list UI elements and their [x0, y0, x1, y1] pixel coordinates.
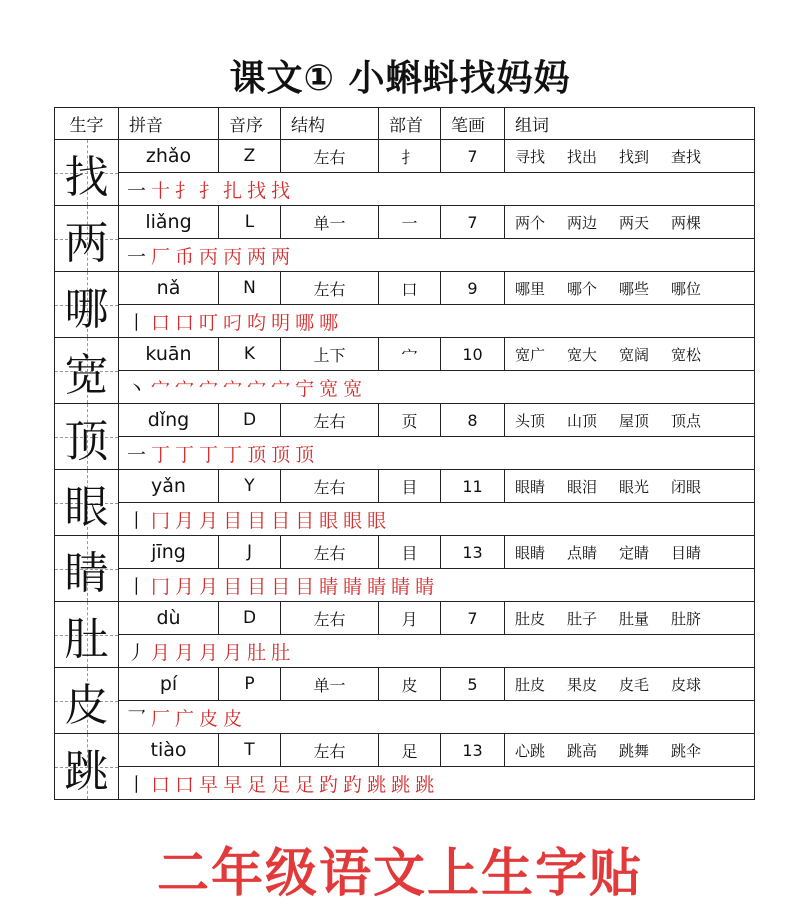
stroke-step: 眼 — [319, 509, 339, 532]
stroke-row — [55, 635, 755, 668]
word: 皮球 — [671, 675, 702, 694]
table-row — [55, 536, 755, 569]
stroke-step: 丨 — [127, 311, 147, 334]
page-title: 课文① 小蝌蚪找妈妈 — [229, 58, 571, 99]
word: 跳高 — [567, 741, 598, 760]
stroke-step: 丶 — [127, 377, 147, 400]
stroke-step: 足 — [295, 773, 315, 796]
order-cell: Z — [219, 140, 281, 173]
stroke-step: 肚 — [247, 641, 267, 664]
stroke-step: 乛 — [127, 707, 147, 730]
words-cell — [505, 536, 755, 569]
char-cell — [55, 206, 119, 272]
stroke-step: 一 — [127, 179, 147, 202]
strokes-cell: 7 — [441, 140, 505, 173]
strokes-cell: 11 — [441, 470, 505, 503]
word: 眼睛 — [515, 477, 546, 496]
word: 眼泪 — [567, 477, 598, 496]
char-cell — [55, 602, 119, 668]
pinyin-cell: zhǎo — [119, 140, 219, 173]
strokes-cell: 5 — [441, 668, 505, 701]
char-cell — [55, 338, 119, 404]
stroke-step: 目 — [223, 575, 243, 598]
stroke-step: 顶 — [271, 443, 291, 466]
words-cell — [505, 338, 755, 371]
stroke-row — [55, 305, 755, 338]
table-row — [55, 206, 755, 239]
table-row — [55, 734, 755, 767]
big-char: 眼 — [64, 481, 109, 533]
header-radical: 部首 — [379, 108, 441, 140]
table-row — [55, 470, 755, 503]
table-row — [55, 404, 755, 437]
stroke-sequence — [119, 437, 755, 470]
stroke-step: 趵 — [343, 773, 363, 796]
stroke-step: 丙 — [199, 245, 219, 268]
header-words: 组词 — [505, 108, 755, 140]
word: 两棵 — [671, 213, 702, 232]
stroke-step: 叮 — [199, 311, 219, 334]
stroke-sequence — [119, 371, 755, 404]
radical-cell: 足 — [379, 734, 441, 767]
stroke-step: 扌 — [175, 179, 195, 202]
order-cell: K — [219, 338, 281, 371]
words-cell — [505, 734, 755, 767]
pinyin-cell: nǎ — [119, 272, 219, 305]
stroke-step: 宀 — [199, 377, 219, 400]
radical-cell: 一 — [379, 206, 441, 239]
stroke-step: 十 — [151, 179, 171, 202]
big-char: 两 — [64, 217, 109, 269]
stroke-step: 呁 — [247, 311, 267, 334]
stroke-row — [55, 503, 755, 536]
big-char: 肚 — [64, 613, 109, 665]
word: 头顶 — [515, 411, 546, 430]
word: 定睛 — [619, 543, 650, 562]
character-table — [54, 107, 755, 800]
word: 肚量 — [619, 609, 650, 628]
stroke-step: 明 — [271, 311, 291, 334]
word: 寻找 — [515, 147, 546, 166]
stroke-step: 月 — [199, 575, 219, 598]
word: 心跳 — [515, 741, 546, 760]
strokes-cell: 7 — [441, 602, 505, 635]
stroke-step: 趵 — [319, 773, 339, 796]
stroke-step: 目 — [247, 509, 267, 532]
stroke-sequence — [119, 767, 755, 800]
structure-cell: 左右 — [281, 404, 379, 437]
stroke-step: 宽 — [343, 377, 363, 400]
order-cell: P — [219, 668, 281, 701]
stroke-step: 目 — [271, 575, 291, 598]
header-strokes: 笔画 — [441, 108, 505, 140]
stroke-step: 厂 — [151, 245, 171, 268]
stroke-step: 哪 — [319, 311, 339, 334]
stroke-step: 目 — [295, 575, 315, 598]
big-char: 哪 — [64, 283, 109, 335]
header-char: 生字 — [55, 108, 119, 140]
structure-cell: 左右 — [281, 272, 379, 305]
stroke-step: 肚 — [271, 641, 291, 664]
structure-cell: 单一 — [281, 668, 379, 701]
radical-cell: 目 — [379, 470, 441, 503]
stroke-step: 丁 — [199, 443, 219, 466]
stroke-step: 宀 — [151, 377, 171, 400]
stroke-step: 广 — [175, 707, 195, 730]
word: 两边 — [567, 213, 598, 232]
words-cell — [505, 272, 755, 305]
stroke-step: 足 — [271, 773, 291, 796]
stroke-step: 跳 — [415, 773, 435, 796]
word: 果皮 — [567, 675, 598, 694]
stroke-step: 眼 — [343, 509, 363, 532]
radical-cell: 口 — [379, 272, 441, 305]
stroke-step: 扌 — [199, 179, 219, 202]
big-char: 顶 — [64, 415, 109, 467]
word: 跳伞 — [671, 741, 702, 760]
stroke-step: 冂 — [151, 575, 171, 598]
order-cell: J — [219, 536, 281, 569]
stroke-row — [55, 371, 755, 404]
header-row — [55, 108, 755, 140]
word: 顶点 — [671, 411, 702, 430]
word: 宽大 — [567, 345, 598, 364]
word: 肚脐 — [671, 609, 702, 628]
big-char: 睛 — [64, 547, 109, 599]
word: 眼睛 — [515, 543, 546, 562]
big-char: 皮 — [64, 679, 109, 731]
strokes-cell: 7 — [441, 206, 505, 239]
structure-cell: 上下 — [281, 338, 379, 371]
words-cell — [505, 668, 755, 701]
structure-cell: 左右 — [281, 140, 379, 173]
stroke-step: 冂 — [151, 509, 171, 532]
stroke-step: 睛 — [319, 575, 339, 598]
word: 闭眼 — [671, 477, 702, 496]
word: 目睛 — [671, 543, 702, 562]
header-pinyin: 拼音 — [119, 108, 219, 140]
table-row — [55, 602, 755, 635]
stroke-step: 找 — [271, 179, 291, 202]
stroke-step: 叼 — [223, 311, 243, 334]
stroke-step: 一 — [127, 443, 147, 466]
stroke-step: 跳 — [391, 773, 411, 796]
stroke-step: 口 — [175, 311, 195, 334]
stroke-step: 口 — [151, 311, 171, 334]
pinyin-cell: kuān — [119, 338, 219, 371]
word: 哪里 — [515, 279, 546, 298]
stroke-step: 月 — [175, 575, 195, 598]
word: 肚皮 — [515, 675, 546, 694]
stroke-row — [55, 437, 755, 470]
stroke-step: 丨 — [127, 509, 147, 532]
stroke-step: 月 — [175, 509, 195, 532]
stroke-sequence — [119, 569, 755, 602]
structure-cell: 单一 — [281, 206, 379, 239]
word: 哪位 — [671, 279, 702, 298]
stroke-step: 口 — [151, 773, 171, 796]
stroke-step: 哪 — [295, 311, 315, 334]
stroke-step: 月 — [199, 509, 219, 532]
radical-cell: 目 — [379, 536, 441, 569]
stroke-step: 目 — [223, 509, 243, 532]
char-cell — [55, 404, 119, 470]
stroke-step: 睛 — [415, 575, 435, 598]
stroke-step: 丿 — [127, 641, 147, 664]
char-cell — [55, 140, 119, 206]
stroke-step: 顶 — [247, 443, 267, 466]
table-row — [55, 338, 755, 371]
stroke-step: 睛 — [343, 575, 363, 598]
stroke-sequence — [119, 239, 755, 272]
stroke-step: 宁 — [295, 377, 315, 400]
word: 哪个 — [567, 279, 598, 298]
word: 眼光 — [619, 477, 650, 496]
word: 两天 — [619, 213, 650, 232]
header-order: 音序 — [219, 108, 281, 140]
strokes-cell: 13 — [441, 734, 505, 767]
stroke-row — [55, 767, 755, 800]
strokes-cell: 10 — [441, 338, 505, 371]
stroke-step: 币 — [175, 245, 195, 268]
big-char: 跳 — [64, 745, 109, 797]
structure-cell: 左右 — [281, 602, 379, 635]
stroke-step: 丁 — [151, 443, 171, 466]
char-cell — [55, 272, 119, 338]
word: 查找 — [671, 147, 702, 166]
word: 宽松 — [671, 345, 702, 364]
table-row — [55, 668, 755, 701]
stroke-step: 月 — [175, 641, 195, 664]
order-cell: D — [219, 404, 281, 437]
radical-cell: 月 — [379, 602, 441, 635]
structure-cell: 左右 — [281, 470, 379, 503]
char-cell — [55, 536, 119, 602]
stroke-row — [55, 569, 755, 602]
stroke-step: 顶 — [295, 443, 315, 466]
stroke-step: 皮 — [223, 707, 243, 730]
stroke-step: 丨 — [127, 773, 147, 796]
stroke-step: 厂 — [151, 707, 171, 730]
order-cell: T — [219, 734, 281, 767]
order-cell: N — [219, 272, 281, 305]
word: 宽阔 — [619, 345, 650, 364]
pinyin-cell: liǎng — [119, 206, 219, 239]
strokes-cell: 13 — [441, 536, 505, 569]
order-cell: Y — [219, 470, 281, 503]
stroke-step: 宀 — [247, 377, 267, 400]
stroke-step: 眼 — [367, 509, 387, 532]
stroke-row — [55, 239, 755, 272]
char-cell — [55, 668, 119, 734]
word: 跳舞 — [619, 741, 650, 760]
word: 哪些 — [619, 279, 650, 298]
char-cell — [55, 470, 119, 536]
stroke-step: 目 — [271, 509, 291, 532]
radical-cell: 页 — [379, 404, 441, 437]
structure-cell: 左右 — [281, 734, 379, 767]
structure-cell: 左右 — [281, 536, 379, 569]
words-cell — [505, 404, 755, 437]
stroke-step: 宀 — [175, 377, 195, 400]
words-cell — [505, 602, 755, 635]
stroke-sequence — [119, 701, 755, 734]
word: 找到 — [619, 147, 650, 166]
stroke-step: 丁 — [223, 443, 243, 466]
stroke-step: 早 — [199, 773, 219, 796]
stroke-step: 扎 — [223, 179, 243, 202]
stroke-sequence — [119, 305, 755, 338]
word: 找出 — [567, 147, 598, 166]
stroke-step: 丙 — [223, 245, 243, 268]
word: 山顶 — [567, 411, 598, 430]
pinyin-cell: jīng — [119, 536, 219, 569]
stroke-step: 目 — [295, 509, 315, 532]
radical-cell: 皮 — [379, 668, 441, 701]
radical-cell: 扌 — [379, 140, 441, 173]
order-cell: L — [219, 206, 281, 239]
stroke-step: 两 — [247, 245, 267, 268]
word: 肚皮 — [515, 609, 546, 628]
pinyin-cell: yǎn — [119, 470, 219, 503]
word: 两个 — [515, 213, 546, 232]
stroke-step: 睛 — [367, 575, 387, 598]
stroke-row — [55, 701, 755, 734]
stroke-sequence — [119, 173, 755, 206]
stroke-step: 宀 — [271, 377, 291, 400]
table-row — [55, 140, 755, 173]
words-cell — [505, 206, 755, 239]
stroke-step: 一 — [127, 245, 147, 268]
stroke-step: 跳 — [367, 773, 387, 796]
char-cell — [55, 734, 119, 800]
stroke-row — [55, 173, 755, 206]
word: 屋顶 — [619, 411, 650, 430]
stroke-step: 睛 — [391, 575, 411, 598]
stroke-step: 足 — [247, 773, 267, 796]
big-char: 找 — [64, 151, 109, 203]
stroke-step: 丨 — [127, 575, 147, 598]
header-structure: 结构 — [281, 108, 379, 140]
strokes-cell: 8 — [441, 404, 505, 437]
stroke-step: 两 — [271, 245, 291, 268]
stroke-step: 月 — [199, 641, 219, 664]
stroke-step: 口 — [175, 773, 195, 796]
pinyin-cell: dǐng — [119, 404, 219, 437]
footer-title: 二年级语文上生字贴 — [156, 843, 643, 904]
stroke-step: 宀 — [223, 377, 243, 400]
words-cell — [505, 140, 755, 173]
word: 点睛 — [567, 543, 598, 562]
stroke-step: 宽 — [319, 377, 339, 400]
stroke-sequence — [119, 635, 755, 668]
stroke-step: 目 — [247, 575, 267, 598]
stroke-step: 皮 — [199, 707, 219, 730]
word: 皮毛 — [619, 675, 650, 694]
radical-cell: 宀 — [379, 338, 441, 371]
pinyin-cell: tiào — [119, 734, 219, 767]
word: 肚子 — [567, 609, 598, 628]
stroke-step: 月 — [151, 641, 171, 664]
table-row — [55, 272, 755, 305]
words-cell — [505, 470, 755, 503]
stroke-step: 月 — [223, 641, 243, 664]
big-char: 宽 — [64, 349, 109, 401]
stroke-step: 找 — [247, 179, 267, 202]
stroke-sequence — [119, 503, 755, 536]
order-cell: D — [219, 602, 281, 635]
pinyin-cell: pí — [119, 668, 219, 701]
pinyin-cell: dù — [119, 602, 219, 635]
word: 宽广 — [515, 345, 546, 364]
stroke-step: 早 — [223, 773, 243, 796]
strokes-cell: 9 — [441, 272, 505, 305]
stroke-step: 丁 — [175, 443, 195, 466]
